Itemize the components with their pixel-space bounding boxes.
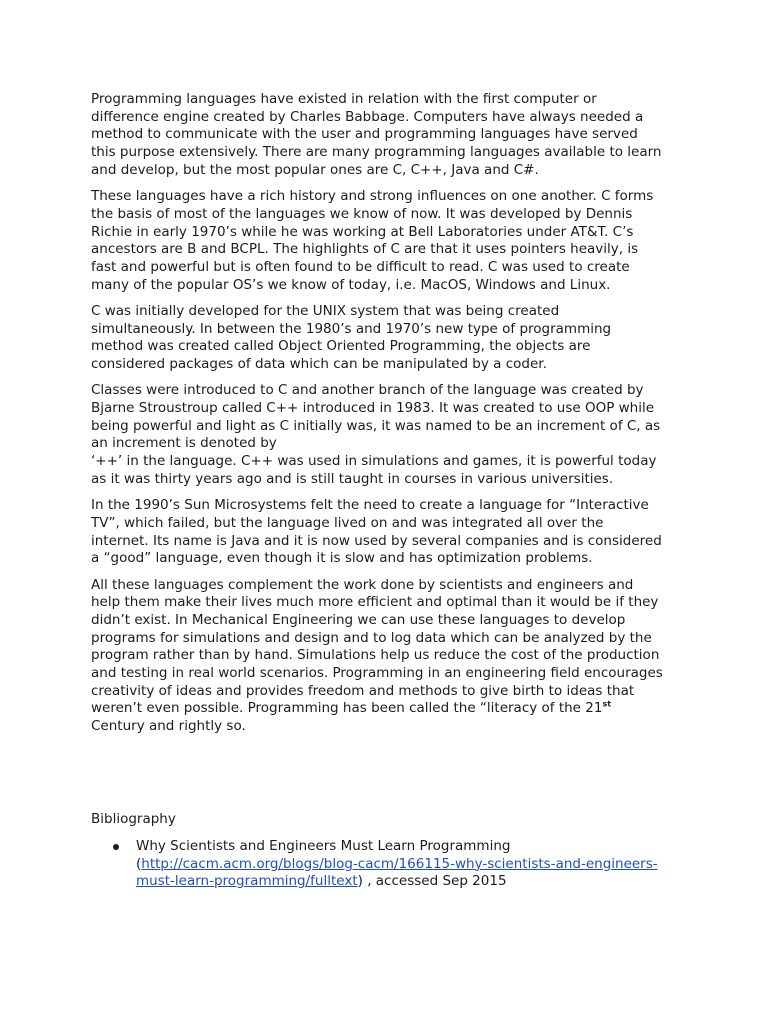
text-line: creativity of ideas and provides freedom and methods to give birth to ideas that [91, 682, 635, 699]
open-paren: ( [136, 855, 142, 872]
text-line: Richie in early 1970’s while he was working at Bell Laboratories under AT&T. C’s [91, 223, 634, 240]
text-line: many of the popular OS’s we know of today, i.e. MacOS, Windows and Linux. [91, 276, 611, 293]
text-line: didn’t exist. In Mechanical Engineering we can use these languages to develop [91, 611, 626, 628]
text-line: method was created called Object Oriented Programming, the objects are [91, 338, 591, 355]
text-line: programs for simulations and design and to log data which can be analyzed by the [91, 629, 652, 646]
text-line [91, 700, 681, 718]
ordinal-superscript: st [602, 699, 612, 709]
paragraph-history-of-c [91, 188, 681, 294]
reference-url-line [136, 873, 658, 891]
text-line: In the 1990’s Sun Microsystems felt the need to create a language for “Interactive [91, 497, 649, 514]
text-line: this purpose extensively. There are many programming languages available to learn [91, 144, 662, 161]
text-line: Century and rightly so. [91, 718, 246, 735]
text-line: and testing in real world scenarios. Programming in an engineering field encourages [91, 665, 663, 682]
text-line: ancestors are B and BCPL. The highlights of C are that it uses pointers heavily, is [91, 241, 639, 258]
text-line: Classes were introduced to C and another branch of the language was created by [91, 382, 644, 399]
text-line: ‘++’ in the language. C++ was used in simulations and games, it is powerful today [91, 453, 657, 470]
bibliography-heading: Bibliography [91, 811, 176, 827]
text-line: difference engine created by Charles Babbage. Computers have always needed a [91, 108, 644, 125]
text-line: help them make their lives much more efficient and optimal than it would be if they [91, 594, 659, 611]
paragraph-cpp [91, 382, 681, 488]
text-line: fast and powerful but is often found to be difficult to read. C was used to create [91, 258, 630, 275]
text-line: as it was thirty years ago and is still taught in courses in various universities. [91, 470, 614, 487]
text-line: internet. Its name is Java and it is now used by several companies and is considered [91, 532, 662, 549]
text-line: Bjarne Stroustroup called C++ introduced in 1983. It was created to use OOP while [91, 400, 655, 417]
text-line: simultaneously. In between the 1980’s and 1970’s new type of programming [91, 320, 612, 337]
bullet-icon [113, 844, 119, 850]
bibliography-item [91, 838, 658, 891]
access-date: ) , accessed Sep 2015 [357, 873, 507, 890]
text-segment: weren’t even possible. Programming has been called the “literacy of the 21 [91, 700, 603, 717]
paragraph-unix-oop [91, 303, 681, 374]
text-line: C was initially developed for the UNIX system that was being created [91, 302, 560, 319]
text-line: being powerful and light as C initially was, it was named to be an increment of C, as [91, 417, 661, 434]
text-line: and develop, but the most popular ones are C, C++, Java and C#. [91, 161, 539, 178]
text-line: Programming languages have existed in relation with the first computer or [91, 91, 597, 107]
reference-title: Why Scientists and Engineers Must Learn Programming [136, 838, 511, 854]
document-page [91, 91, 681, 890]
text-line: considered packages of data which can be manipulated by a coder. [91, 356, 547, 373]
reference-link-continued[interactable]: must-learn-programming/fulltext [136, 873, 358, 890]
reference-link[interactable]: http://cacm.acm.org/blogs/blog-cacm/166115-why-scientists-and-engineers- [141, 855, 658, 872]
text-line: method to communicate with the user and programming languages have served [91, 126, 638, 143]
text-line: All these languages complement the work done by scientists and engineers and [91, 576, 634, 593]
text-line: These languages have a rich history and strong influences on one another. C forms [91, 188, 654, 205]
text-line: TV”, which failed, but the language lived on and was integrated all over the [91, 514, 604, 531]
text-line: the basis of most of the languages we know of now. It was developed by Dennis [91, 205, 633, 222]
paragraph-java [91, 497, 681, 568]
reference-url-line [136, 856, 658, 874]
text-line: program rather than by hand. Simulations help us reduce the cost of the production [91, 647, 660, 664]
bibliography-list [91, 838, 658, 891]
paragraph-engineering [91, 577, 681, 736]
text-line: a “good” language, even though it is slow and has optimization problems. [91, 550, 593, 567]
paragraph-intro [91, 91, 681, 180]
text-line: an increment is denoted by [91, 435, 277, 452]
